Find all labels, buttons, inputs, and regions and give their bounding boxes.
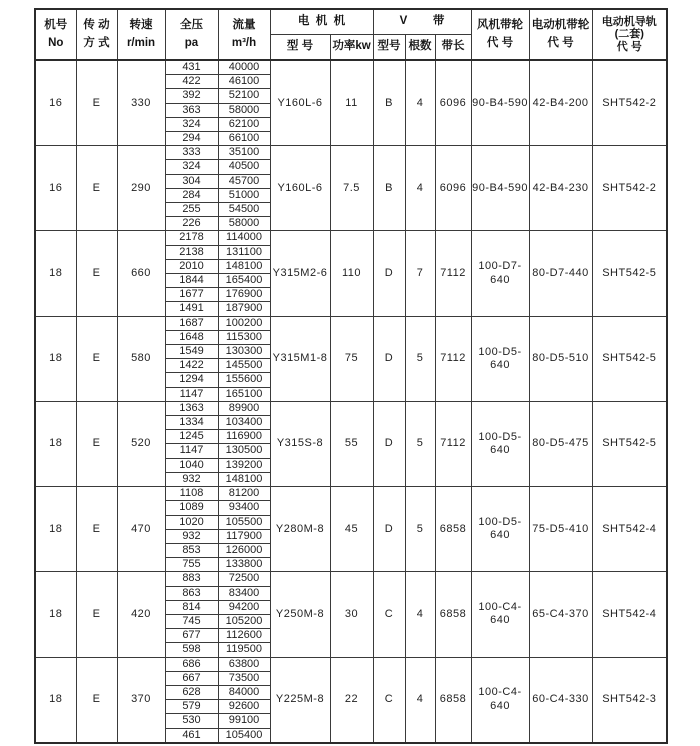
cell-flow: 52100 bbox=[218, 89, 270, 103]
cell-pressure: 431 bbox=[165, 60, 218, 75]
cell-pressure: 255 bbox=[165, 203, 218, 217]
cell-speed: 470 bbox=[117, 487, 165, 572]
cell-pressure: 686 bbox=[165, 657, 218, 671]
cell-flow: 131100 bbox=[218, 245, 270, 259]
header-speed bbox=[117, 9, 165, 60]
cell-pressure: 284 bbox=[165, 188, 218, 202]
cell-motor-power: 55 bbox=[330, 401, 373, 486]
cell-motor-rail: SHT542-2 bbox=[592, 60, 667, 146]
cell-fan-pulley: 100-D5-640 bbox=[471, 487, 529, 572]
cell-motor-power: 45 bbox=[330, 487, 373, 572]
cell-belt-type: B bbox=[373, 60, 405, 146]
cell-pressure: 1147 bbox=[165, 444, 218, 458]
table-header bbox=[35, 9, 667, 60]
cell-machine-no: 16 bbox=[35, 60, 76, 146]
cell-belt-length: 6858 bbox=[435, 572, 471, 657]
cell-flow: 148100 bbox=[218, 472, 270, 486]
header-motor-group: 电 机 机 bbox=[270, 9, 373, 35]
cell-motor-power: 11 bbox=[330, 60, 373, 146]
cell-pressure: 677 bbox=[165, 629, 218, 643]
cell-flow: 40000 bbox=[218, 60, 270, 75]
cell-drive-mode: E bbox=[76, 657, 117, 743]
table-row bbox=[35, 572, 667, 586]
cell-flow: 58000 bbox=[218, 217, 270, 231]
cell-motor-pulley: 42-B4-230 bbox=[529, 146, 592, 231]
cell-pressure: 883 bbox=[165, 572, 218, 586]
cell-flow: 155600 bbox=[218, 373, 270, 387]
header-pressure-line: pa bbox=[184, 36, 199, 49]
cell-flow: 126000 bbox=[218, 543, 270, 557]
cell-flow: 115300 bbox=[218, 330, 270, 344]
cell-flow: 100200 bbox=[218, 316, 270, 330]
cell-speed: 370 bbox=[117, 657, 165, 743]
cell-pressure: 1147 bbox=[165, 387, 218, 401]
cell-pressure: 461 bbox=[165, 728, 218, 743]
cell-drive-mode: E bbox=[76, 60, 117, 146]
cell-belt-type: D bbox=[373, 231, 405, 316]
cell-pressure: 1363 bbox=[165, 401, 218, 415]
cell-pressure: 628 bbox=[165, 685, 218, 699]
header-flow-line: m³/h bbox=[231, 36, 257, 49]
header-fan-pulley-line: 风机带轮 bbox=[477, 18, 524, 31]
table-row bbox=[35, 231, 667, 245]
cell-belt-length: 6858 bbox=[435, 487, 471, 572]
header-drive-mode-line: 传 动 bbox=[83, 18, 110, 31]
cell-pressure: 226 bbox=[165, 217, 218, 231]
table-row bbox=[35, 60, 667, 75]
cell-pressure: 1422 bbox=[165, 359, 218, 373]
cell-flow: 93400 bbox=[218, 501, 270, 515]
cell-pressure: 1549 bbox=[165, 345, 218, 359]
header-machine-no bbox=[35, 9, 76, 60]
cell-motor-model: Y250M-8 bbox=[270, 572, 330, 657]
cell-fan-pulley: 100-C4-640 bbox=[471, 657, 529, 743]
cell-flow: 51000 bbox=[218, 188, 270, 202]
cell-flow: 81200 bbox=[218, 487, 270, 501]
cell-pressure: 422 bbox=[165, 75, 218, 89]
header-motor-rail-line: 代 号 bbox=[616, 40, 642, 53]
cell-flow: 89900 bbox=[218, 401, 270, 415]
cell-flow: 130500 bbox=[218, 444, 270, 458]
cell-belt-length: 7112 bbox=[435, 401, 471, 486]
cell-pressure: 363 bbox=[165, 103, 218, 117]
cell-pressure: 324 bbox=[165, 160, 218, 174]
cell-pressure: 530 bbox=[165, 714, 218, 728]
cell-motor-power: 7.5 bbox=[330, 146, 373, 231]
cell-motor-model: Y160L-6 bbox=[270, 146, 330, 231]
cell-motor-rail: SHT542-3 bbox=[592, 657, 667, 743]
cell-belt-count: 5 bbox=[405, 487, 435, 572]
cell-flow: 116900 bbox=[218, 430, 270, 444]
cell-flow: 112600 bbox=[218, 629, 270, 643]
cell-flow: 130300 bbox=[218, 345, 270, 359]
cell-fan-pulley: 100-D5-640 bbox=[471, 316, 529, 401]
cell-flow: 73500 bbox=[218, 671, 270, 685]
header-machine-no-line: 机号 bbox=[44, 18, 68, 31]
cell-speed: 520 bbox=[117, 401, 165, 486]
cell-belt-type: D bbox=[373, 487, 405, 572]
cell-motor-rail: SHT542-5 bbox=[592, 401, 667, 486]
cell-pressure: 1245 bbox=[165, 430, 218, 444]
cell-motor-model: Y160L-6 bbox=[270, 60, 330, 146]
cell-motor-model: Y315S-8 bbox=[270, 401, 330, 486]
cell-motor-pulley: 80-D7-440 bbox=[529, 231, 592, 316]
table-row bbox=[35, 487, 667, 501]
cell-belt-type: D bbox=[373, 316, 405, 401]
cell-flow: 92600 bbox=[218, 700, 270, 714]
cell-motor-model: Y315M2-6 bbox=[270, 231, 330, 316]
header-drive-mode-line: 方 式 bbox=[83, 36, 110, 49]
cell-motor-rail: SHT542-5 bbox=[592, 316, 667, 401]
cell-pressure: 1687 bbox=[165, 316, 218, 330]
cell-motor-rail: SHT542-4 bbox=[592, 487, 667, 572]
cell-flow: 35100 bbox=[218, 146, 270, 160]
cell-machine-no: 18 bbox=[35, 231, 76, 316]
cell-flow: 66100 bbox=[218, 132, 270, 146]
cell-flow: 63800 bbox=[218, 657, 270, 671]
cell-flow: 94200 bbox=[218, 600, 270, 614]
header-vbelt-group: V 带 bbox=[373, 9, 471, 35]
cell-motor-pulley: 42-B4-200 bbox=[529, 60, 592, 146]
header-motor-pulley-line: 电动机带轮 bbox=[531, 18, 590, 31]
cell-pressure: 932 bbox=[165, 529, 218, 543]
header-machine-no-line: No bbox=[48, 36, 64, 49]
cell-pressure: 2178 bbox=[165, 231, 218, 245]
cell-belt-length: 6096 bbox=[435, 146, 471, 231]
cell-pressure: 294 bbox=[165, 132, 218, 146]
cell-pressure: 579 bbox=[165, 700, 218, 714]
cell-pressure: 392 bbox=[165, 89, 218, 103]
cell-machine-no: 16 bbox=[35, 146, 76, 231]
cell-belt-count: 4 bbox=[405, 657, 435, 743]
cell-machine-no: 18 bbox=[35, 401, 76, 486]
cell-pressure: 1108 bbox=[165, 487, 218, 501]
cell-machine-no: 18 bbox=[35, 572, 76, 657]
header-fan-pulley bbox=[471, 9, 529, 60]
cell-belt-count: 5 bbox=[405, 316, 435, 401]
cell-pressure: 1040 bbox=[165, 458, 218, 472]
cell-belt-count: 5 bbox=[405, 401, 435, 486]
cell-motor-pulley: 65-C4-370 bbox=[529, 572, 592, 657]
cell-pressure: 1334 bbox=[165, 416, 218, 430]
fan-spec-table bbox=[34, 8, 668, 744]
cell-flow: 99100 bbox=[218, 714, 270, 728]
header-belt-count: 根数 bbox=[405, 35, 435, 61]
cell-flow: 62100 bbox=[218, 117, 270, 131]
cell-belt-length: 6096 bbox=[435, 60, 471, 146]
cell-flow: 119500 bbox=[218, 643, 270, 657]
cell-motor-power: 110 bbox=[330, 231, 373, 316]
cell-flow: 105200 bbox=[218, 614, 270, 628]
cell-flow: 54500 bbox=[218, 203, 270, 217]
cell-fan-pulley: 90-B4-590 bbox=[471, 146, 529, 231]
cell-flow: 117900 bbox=[218, 529, 270, 543]
cell-fan-pulley: 100-D5-640 bbox=[471, 401, 529, 486]
cell-pressure: 863 bbox=[165, 586, 218, 600]
cell-flow: 165400 bbox=[218, 274, 270, 288]
table-row bbox=[35, 316, 667, 330]
cell-motor-model: Y315M1-8 bbox=[270, 316, 330, 401]
cell-pressure: 745 bbox=[165, 614, 218, 628]
cell-fan-pulley: 100-C4-640 bbox=[471, 572, 529, 657]
cell-pressure: 324 bbox=[165, 117, 218, 131]
cell-speed: 660 bbox=[117, 231, 165, 316]
cell-belt-type: B bbox=[373, 146, 405, 231]
table-body bbox=[35, 60, 667, 743]
cell-flow: 148100 bbox=[218, 259, 270, 273]
cell-motor-pulley: 60-C4-330 bbox=[529, 657, 592, 743]
header-motor-power: 功率kw bbox=[330, 35, 373, 61]
table-row bbox=[35, 146, 667, 160]
header-motor-model: 型 号 bbox=[270, 35, 330, 61]
cell-motor-rail: SHT542-2 bbox=[592, 146, 667, 231]
cell-belt-length: 7112 bbox=[435, 316, 471, 401]
cell-flow: 84000 bbox=[218, 685, 270, 699]
table-row bbox=[35, 401, 667, 415]
header-speed-line: r/min bbox=[126, 36, 156, 49]
cell-flow: 46100 bbox=[218, 75, 270, 89]
cell-drive-mode: E bbox=[76, 316, 117, 401]
cell-pressure: 853 bbox=[165, 543, 218, 557]
cell-motor-power: 75 bbox=[330, 316, 373, 401]
table-row bbox=[35, 657, 667, 671]
cell-flow: 58000 bbox=[218, 103, 270, 117]
cell-flow: 105500 bbox=[218, 515, 270, 529]
cell-drive-mode: E bbox=[76, 572, 117, 657]
cell-flow: 103400 bbox=[218, 416, 270, 430]
cell-flow: 139200 bbox=[218, 458, 270, 472]
cell-flow: 105400 bbox=[218, 728, 270, 743]
cell-machine-no: 18 bbox=[35, 487, 76, 572]
cell-flow: 40500 bbox=[218, 160, 270, 174]
header-motor-rail-line: 电动机导轨 bbox=[601, 15, 657, 28]
cell-belt-type: D bbox=[373, 401, 405, 486]
cell-drive-mode: E bbox=[76, 401, 117, 486]
cell-speed: 330 bbox=[117, 60, 165, 146]
cell-motor-power: 22 bbox=[330, 657, 373, 743]
cell-flow: 165100 bbox=[218, 387, 270, 401]
cell-flow: 45700 bbox=[218, 174, 270, 188]
cell-motor-pulley: 75-D5-410 bbox=[529, 487, 592, 572]
cell-pressure: 1294 bbox=[165, 373, 218, 387]
cell-flow: 176900 bbox=[218, 288, 270, 302]
cell-fan-pulley: 100-D7-640 bbox=[471, 231, 529, 316]
cell-pressure: 1677 bbox=[165, 288, 218, 302]
cell-belt-length: 7112 bbox=[435, 231, 471, 316]
cell-speed: 580 bbox=[117, 316, 165, 401]
cell-pressure: 304 bbox=[165, 174, 218, 188]
header-motor-pulley-line: 代 号 bbox=[547, 36, 574, 49]
cell-motor-model: Y280M-8 bbox=[270, 487, 330, 572]
cell-machine-no: 18 bbox=[35, 657, 76, 743]
header-flow bbox=[218, 9, 270, 60]
cell-flow: 83400 bbox=[218, 586, 270, 600]
cell-pressure: 333 bbox=[165, 146, 218, 160]
cell-belt-length: 6858 bbox=[435, 657, 471, 743]
cell-fan-pulley: 90-B4-590 bbox=[471, 60, 529, 146]
header-fan-pulley-line: 代 号 bbox=[486, 36, 514, 49]
header-motor-pulley bbox=[529, 9, 592, 60]
cell-drive-mode: E bbox=[76, 487, 117, 572]
cell-belt-count: 7 bbox=[405, 231, 435, 316]
cell-belt-type: C bbox=[373, 572, 405, 657]
cell-motor-rail: SHT542-4 bbox=[592, 572, 667, 657]
cell-pressure: 814 bbox=[165, 600, 218, 614]
header-pressure-line: 全压 bbox=[180, 18, 203, 31]
cell-pressure: 1089 bbox=[165, 501, 218, 515]
cell-machine-no: 18 bbox=[35, 316, 76, 401]
cell-pressure: 598 bbox=[165, 643, 218, 657]
cell-drive-mode: E bbox=[76, 146, 117, 231]
cell-pressure: 1491 bbox=[165, 302, 218, 316]
header-motor-rail bbox=[592, 9, 667, 60]
cell-motor-power: 30 bbox=[330, 572, 373, 657]
cell-belt-type: C bbox=[373, 657, 405, 743]
cell-flow: 187900 bbox=[218, 302, 270, 316]
header-drive-mode bbox=[76, 9, 117, 60]
cell-pressure: 667 bbox=[165, 671, 218, 685]
header-motor-rail-line: (二套) bbox=[614, 28, 644, 41]
cell-motor-model: Y225M-8 bbox=[270, 657, 330, 743]
cell-speed: 420 bbox=[117, 572, 165, 657]
cell-pressure: 1020 bbox=[165, 515, 218, 529]
cell-belt-count: 4 bbox=[405, 146, 435, 231]
cell-motor-pulley: 80-D5-475 bbox=[529, 401, 592, 486]
cell-pressure: 932 bbox=[165, 472, 218, 486]
cell-flow: 145500 bbox=[218, 359, 270, 373]
header-speed-line: 转速 bbox=[129, 18, 153, 31]
header-belt-type: 型号 bbox=[373, 35, 405, 61]
cell-motor-rail: SHT542-5 bbox=[592, 231, 667, 316]
cell-pressure: 755 bbox=[165, 558, 218, 572]
cell-flow: 114000 bbox=[218, 231, 270, 245]
header-pressure bbox=[165, 9, 218, 60]
cell-motor-pulley: 80-D5-510 bbox=[529, 316, 592, 401]
cell-pressure: 2138 bbox=[165, 245, 218, 259]
cell-drive-mode: E bbox=[76, 231, 117, 316]
cell-pressure: 1648 bbox=[165, 330, 218, 344]
cell-speed: 290 bbox=[117, 146, 165, 231]
cell-belt-count: 4 bbox=[405, 60, 435, 146]
cell-belt-count: 4 bbox=[405, 572, 435, 657]
header-belt-length: 带长 bbox=[435, 35, 471, 61]
cell-pressure: 1844 bbox=[165, 274, 218, 288]
cell-flow: 72500 bbox=[218, 572, 270, 586]
cell-flow: 133800 bbox=[218, 558, 270, 572]
cell-pressure: 2010 bbox=[165, 259, 218, 273]
header-flow-line: 流量 bbox=[232, 18, 256, 31]
